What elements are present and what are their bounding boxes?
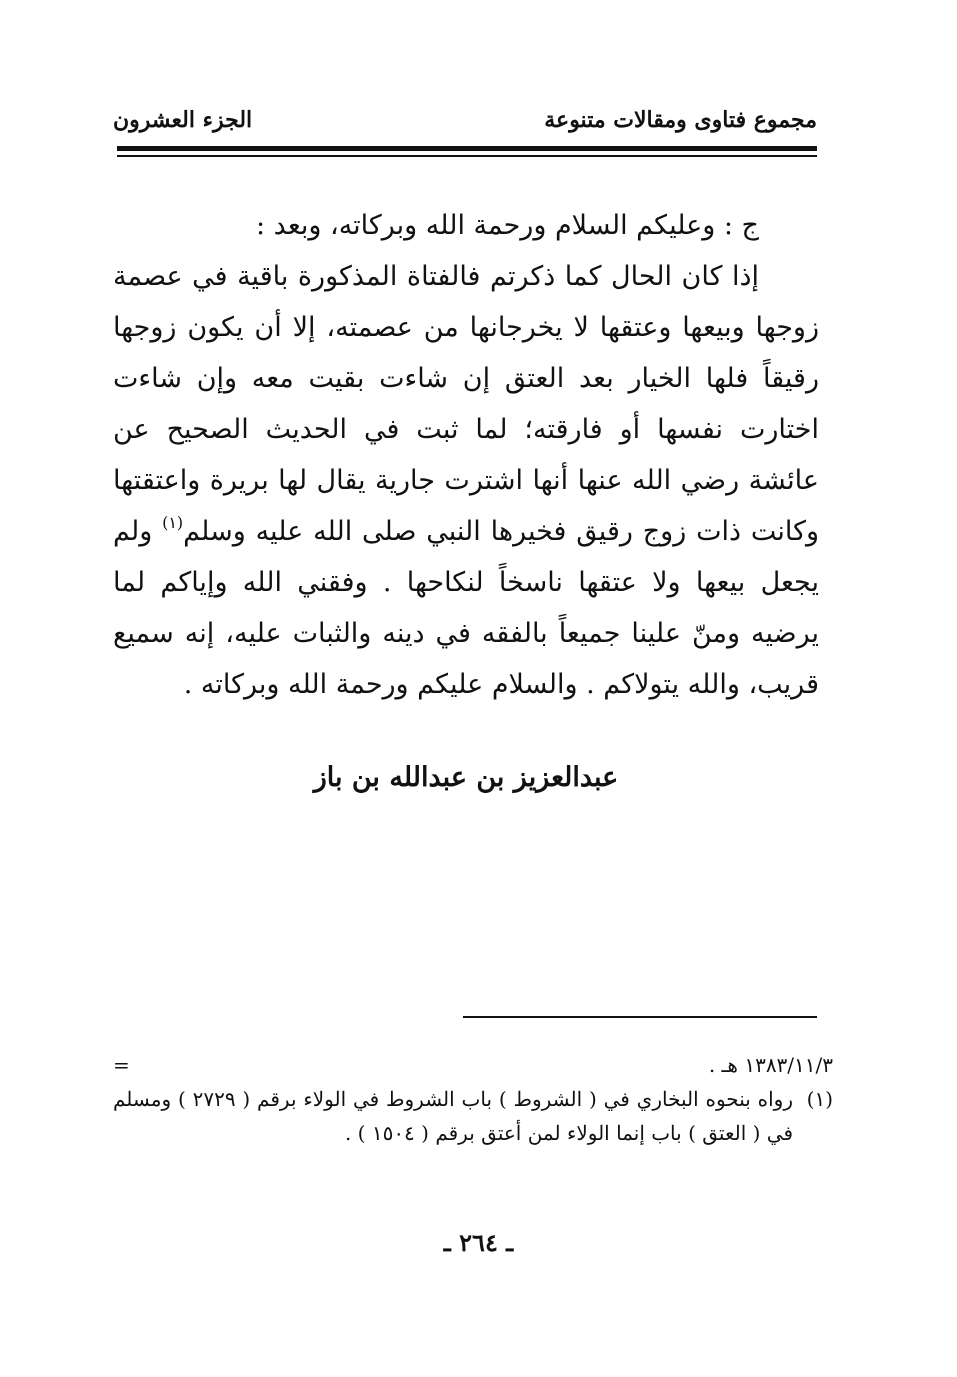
answer-paragraph bbox=[113, 251, 819, 710]
footnote-1-mark: (١) bbox=[806, 1087, 833, 1111]
answer-text-1: إذا كان الحال كما ذكرتم فالفتاة المذكورة باقية في عصمة زوجها وبيعها وعتقها لا يخرجانها من عصمته، إلا أن يكون زوجها رقيقاً فلها الخيار بعد العتق إن شاءت بقيت معه وإن شاءت اختارت نفسها أو فارقته؛ لما ثبت في الحديث الصحيح عن عائشة رضي الله عنها أنها اشترت جارية يقال لها بريرة واعتقتها وكانت ذات زوج رقيق فخيرها النبي صلى الله عليه وسلم bbox=[113, 261, 819, 547]
answer-text-2: ولم يجعل بيعها ولا عتقها ناسخاً لنكاحها . وفقني الله وإياكم لما يرضيه ومنّ علينا جميعاً بالفقه في دينه والثبات عليه، إنه سميع قريب، والله يتولاكم . والسلام عليكم ورحمة الله وبركاته . bbox=[113, 516, 819, 700]
header-rule-thick bbox=[117, 146, 817, 151]
footnote-continued-text: ١٣٨٣/١١/٣ هـ . bbox=[708, 1053, 833, 1077]
footnote-1 bbox=[113, 1082, 833, 1150]
running-header bbox=[113, 100, 817, 140]
book-title: مجموع فتاوى ومقالات متنوعة bbox=[544, 107, 817, 133]
page-number: ـ ٢٦٤ ـ bbox=[443, 1228, 514, 1257]
footnote-1-text: رواه بنحوه البخاري في ( الشروط ) باب الشروط في الولاء برقم ( ٢٧٢٩ ) ومسلم في ( العتق ) باب إنما الولاء لمن أعتق برقم ( ١٥٠٤ ) . bbox=[113, 1087, 793, 1145]
header-rule-thin bbox=[117, 155, 817, 157]
footnotes bbox=[113, 1048, 833, 1150]
answer-body bbox=[113, 200, 819, 710]
footnote-separator bbox=[463, 1016, 817, 1018]
signature: عبدالعزيز بن عبدالله بن باز bbox=[313, 762, 619, 793]
answer-intro: ج : وعليكم السلام ورحمة الله وبركاته، وبعد : bbox=[255, 210, 759, 241]
footnote-continued bbox=[113, 1048, 833, 1082]
footnote-continued-mark: = bbox=[113, 1053, 130, 1077]
volume-label: الجزء العشرون bbox=[113, 107, 253, 133]
footnote-reference[interactable]: (١) bbox=[162, 513, 184, 532]
